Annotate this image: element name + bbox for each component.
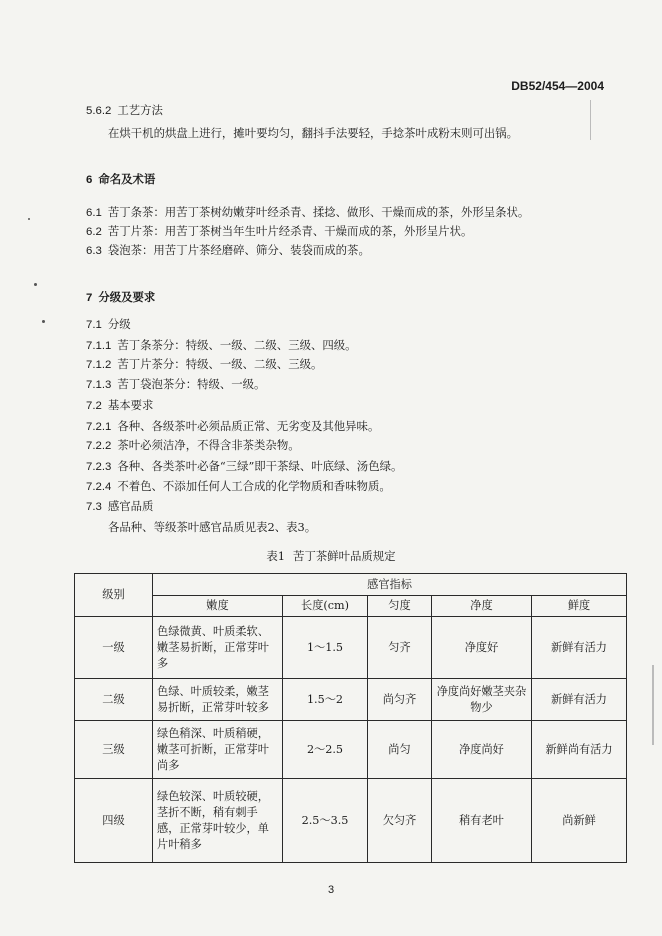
- section-number: 7: [86, 292, 93, 304]
- scan-edge-mark: [590, 100, 591, 140]
- clause-text: 不着色、不添加任何人工合成的化学物质和香味物质。: [117, 479, 391, 493]
- col-header-tenderness: 嫩度: [153, 596, 283, 617]
- clause-text: 茶叶必须洁净，不得含非茶类杂物。: [117, 438, 300, 452]
- cell-length: 2.5～3.5: [283, 779, 368, 863]
- clause-text: 袋泡茶：用苦丁片茶经磨碎、筛分、装袋而成的茶。: [107, 243, 370, 257]
- cell-evenness: 欠匀齐: [368, 779, 432, 863]
- cell-tenderness: 绿色较深、叶质较硬，茎折不断，稍有刺手感，正常芽叶较少，单片叶稍多: [153, 779, 283, 863]
- clause-number: 7.1.1: [86, 340, 112, 352]
- paragraph-text: 在烘干机的烘盘上进行，摊叶要均匀，翻抖手法要轻，手捻茶叶成粉末则可出锅。: [108, 126, 519, 140]
- cell-evenness: 尚匀: [368, 721, 432, 779]
- clause-text: 苦丁条茶：用苦丁茶树幼嫩芽叶经杀青、揉捻、做形、干燥而成的茶，外形呈条状。: [107, 205, 530, 219]
- cell-length: 1～1.5: [283, 617, 368, 679]
- clause-7-2: [86, 398, 153, 414]
- clause-7-2-2: [86, 438, 300, 454]
- fresh-leaf-quality-table: [74, 573, 627, 863]
- table-row: [75, 779, 627, 863]
- paragraph: [108, 126, 518, 141]
- clause-number: 7.2.2: [86, 440, 112, 452]
- col-header-cleanness: 净度: [432, 596, 532, 617]
- section-title: 分级及要求: [98, 290, 156, 304]
- clause-text: 苦丁袋泡茶分：特级、一级。: [117, 377, 266, 391]
- clause-text: 各种、各类茶叶必备“三绿”即干茶绿、叶底绿、汤色绿。: [117, 459, 403, 473]
- cell-freshness: 尚新鲜: [532, 779, 627, 863]
- clause-title: 分级: [107, 317, 131, 331]
- scan-speck: [28, 218, 30, 220]
- clause-7-1-2: [86, 357, 322, 373]
- cell-cleanness: 净度尚好: [432, 721, 532, 779]
- section-number: 6: [86, 174, 93, 186]
- table-row: [75, 617, 627, 679]
- clause-title: 工艺方法: [117, 103, 163, 117]
- clause-text: 苦丁条茶分：特级、一级、二级、三级、四级。: [117, 338, 357, 352]
- clause-7-1-1: [86, 338, 357, 354]
- clause-6-2: [86, 224, 472, 240]
- clause-7-2-1: [86, 419, 379, 435]
- clause-title: 基本要求: [107, 398, 154, 412]
- group-header-sensory: 感官指标: [153, 574, 627, 596]
- section-7-heading: [86, 290, 155, 306]
- clause-7-3: [86, 499, 153, 515]
- table-caption-label: 表1: [266, 549, 286, 563]
- cell-cleanness: 净度好: [432, 617, 532, 679]
- clause-number: 6.1: [86, 207, 102, 219]
- clause-number: 6.2: [86, 226, 102, 238]
- cell-freshness: 新鲜尚有活力: [532, 721, 627, 779]
- section-title: 命名及术语: [98, 172, 156, 186]
- section-6-heading: [86, 172, 155, 188]
- cell-evenness: 匀齐: [368, 617, 432, 679]
- clause-number: 7.1.2: [86, 359, 112, 371]
- cell-length: 2～2.5: [283, 721, 368, 779]
- cell-cleanness: 净度尚好嫩茎夹杂物少: [432, 679, 532, 721]
- table-row: [75, 721, 627, 779]
- clause-6-1: [86, 205, 529, 221]
- col-header-evenness: 匀度: [368, 596, 432, 617]
- clause-title: 感官品质: [107, 499, 154, 513]
- clause-6-3: [86, 243, 370, 259]
- clause-text: 苦丁片茶分：特级、一级、二级、三级。: [117, 357, 323, 371]
- cell-cleanness: 稍有老叶: [432, 779, 532, 863]
- cell-tenderness: 绿色稍深、叶质稍硬，嫩茎可折断，正常芽叶尚多: [153, 721, 283, 779]
- clause-number: 7.1: [86, 319, 102, 331]
- clause-7-2-3: [86, 459, 402, 475]
- clause-number: 7.2.3: [86, 461, 112, 473]
- clause-number: 7.1.3: [86, 379, 112, 391]
- clause-text: 苦丁片茶：用苦丁茶树当年生叶片经杀青、干燥而成的茶，外形呈片状。: [107, 224, 473, 238]
- scan-edge-mark: [652, 665, 654, 745]
- table-caption-title: 苦丁茶鲜叶品质规定: [293, 549, 396, 563]
- clause-number: 7.2.1: [86, 421, 112, 433]
- table-header-row: [75, 574, 627, 596]
- clause-text: 各种、各级茶叶必须品质正常、无劣变及其他异味。: [117, 419, 380, 433]
- clause-5-6-2: [86, 103, 163, 119]
- paragraph: [108, 520, 316, 535]
- clause-7-2-4: [86, 479, 391, 495]
- clause-number: 7.2.4: [86, 481, 112, 493]
- cell-grade: 一级: [75, 617, 153, 679]
- page-number: 3: [327, 884, 335, 896]
- clause-number: 5.6.2: [86, 105, 112, 117]
- cell-tenderness: 色绿、叶质较柔，嫩茎易折断，正常芽叶较多: [153, 679, 283, 721]
- clause-7-1: [86, 317, 131, 333]
- cell-grade: 四级: [75, 779, 153, 863]
- clause-number: 7.3: [86, 501, 102, 513]
- col-header-grade: 级别: [75, 574, 153, 617]
- cell-evenness: 尚匀齐: [368, 679, 432, 721]
- cell-freshness: 新鲜有活力: [532, 679, 627, 721]
- scan-speck: [42, 320, 45, 323]
- col-header-freshness: 鲜度: [532, 596, 627, 617]
- cell-grade: 三级: [75, 721, 153, 779]
- cell-freshness: 新鲜有活力: [532, 617, 627, 679]
- table-caption: [0, 548, 662, 564]
- cell-tenderness: 色绿微黄、叶质柔软、嫩茎易折断，正常芽叶多: [153, 617, 283, 679]
- document-code: DB52/454—2004: [511, 79, 604, 93]
- scan-speck: [34, 283, 37, 286]
- cell-grade: 二级: [75, 679, 153, 721]
- paragraph-text: 各品种、等级茶叶感官品质见表2、表3。: [108, 520, 317, 534]
- col-header-length: 长度(cm): [283, 596, 368, 617]
- clause-number: 7.2: [86, 400, 102, 412]
- clause-7-1-3: [86, 377, 265, 393]
- table-row: [75, 679, 627, 721]
- clause-number: 6.3: [86, 245, 102, 257]
- cell-length: 1.5～2: [283, 679, 368, 721]
- table-subheader-row: [75, 596, 627, 617]
